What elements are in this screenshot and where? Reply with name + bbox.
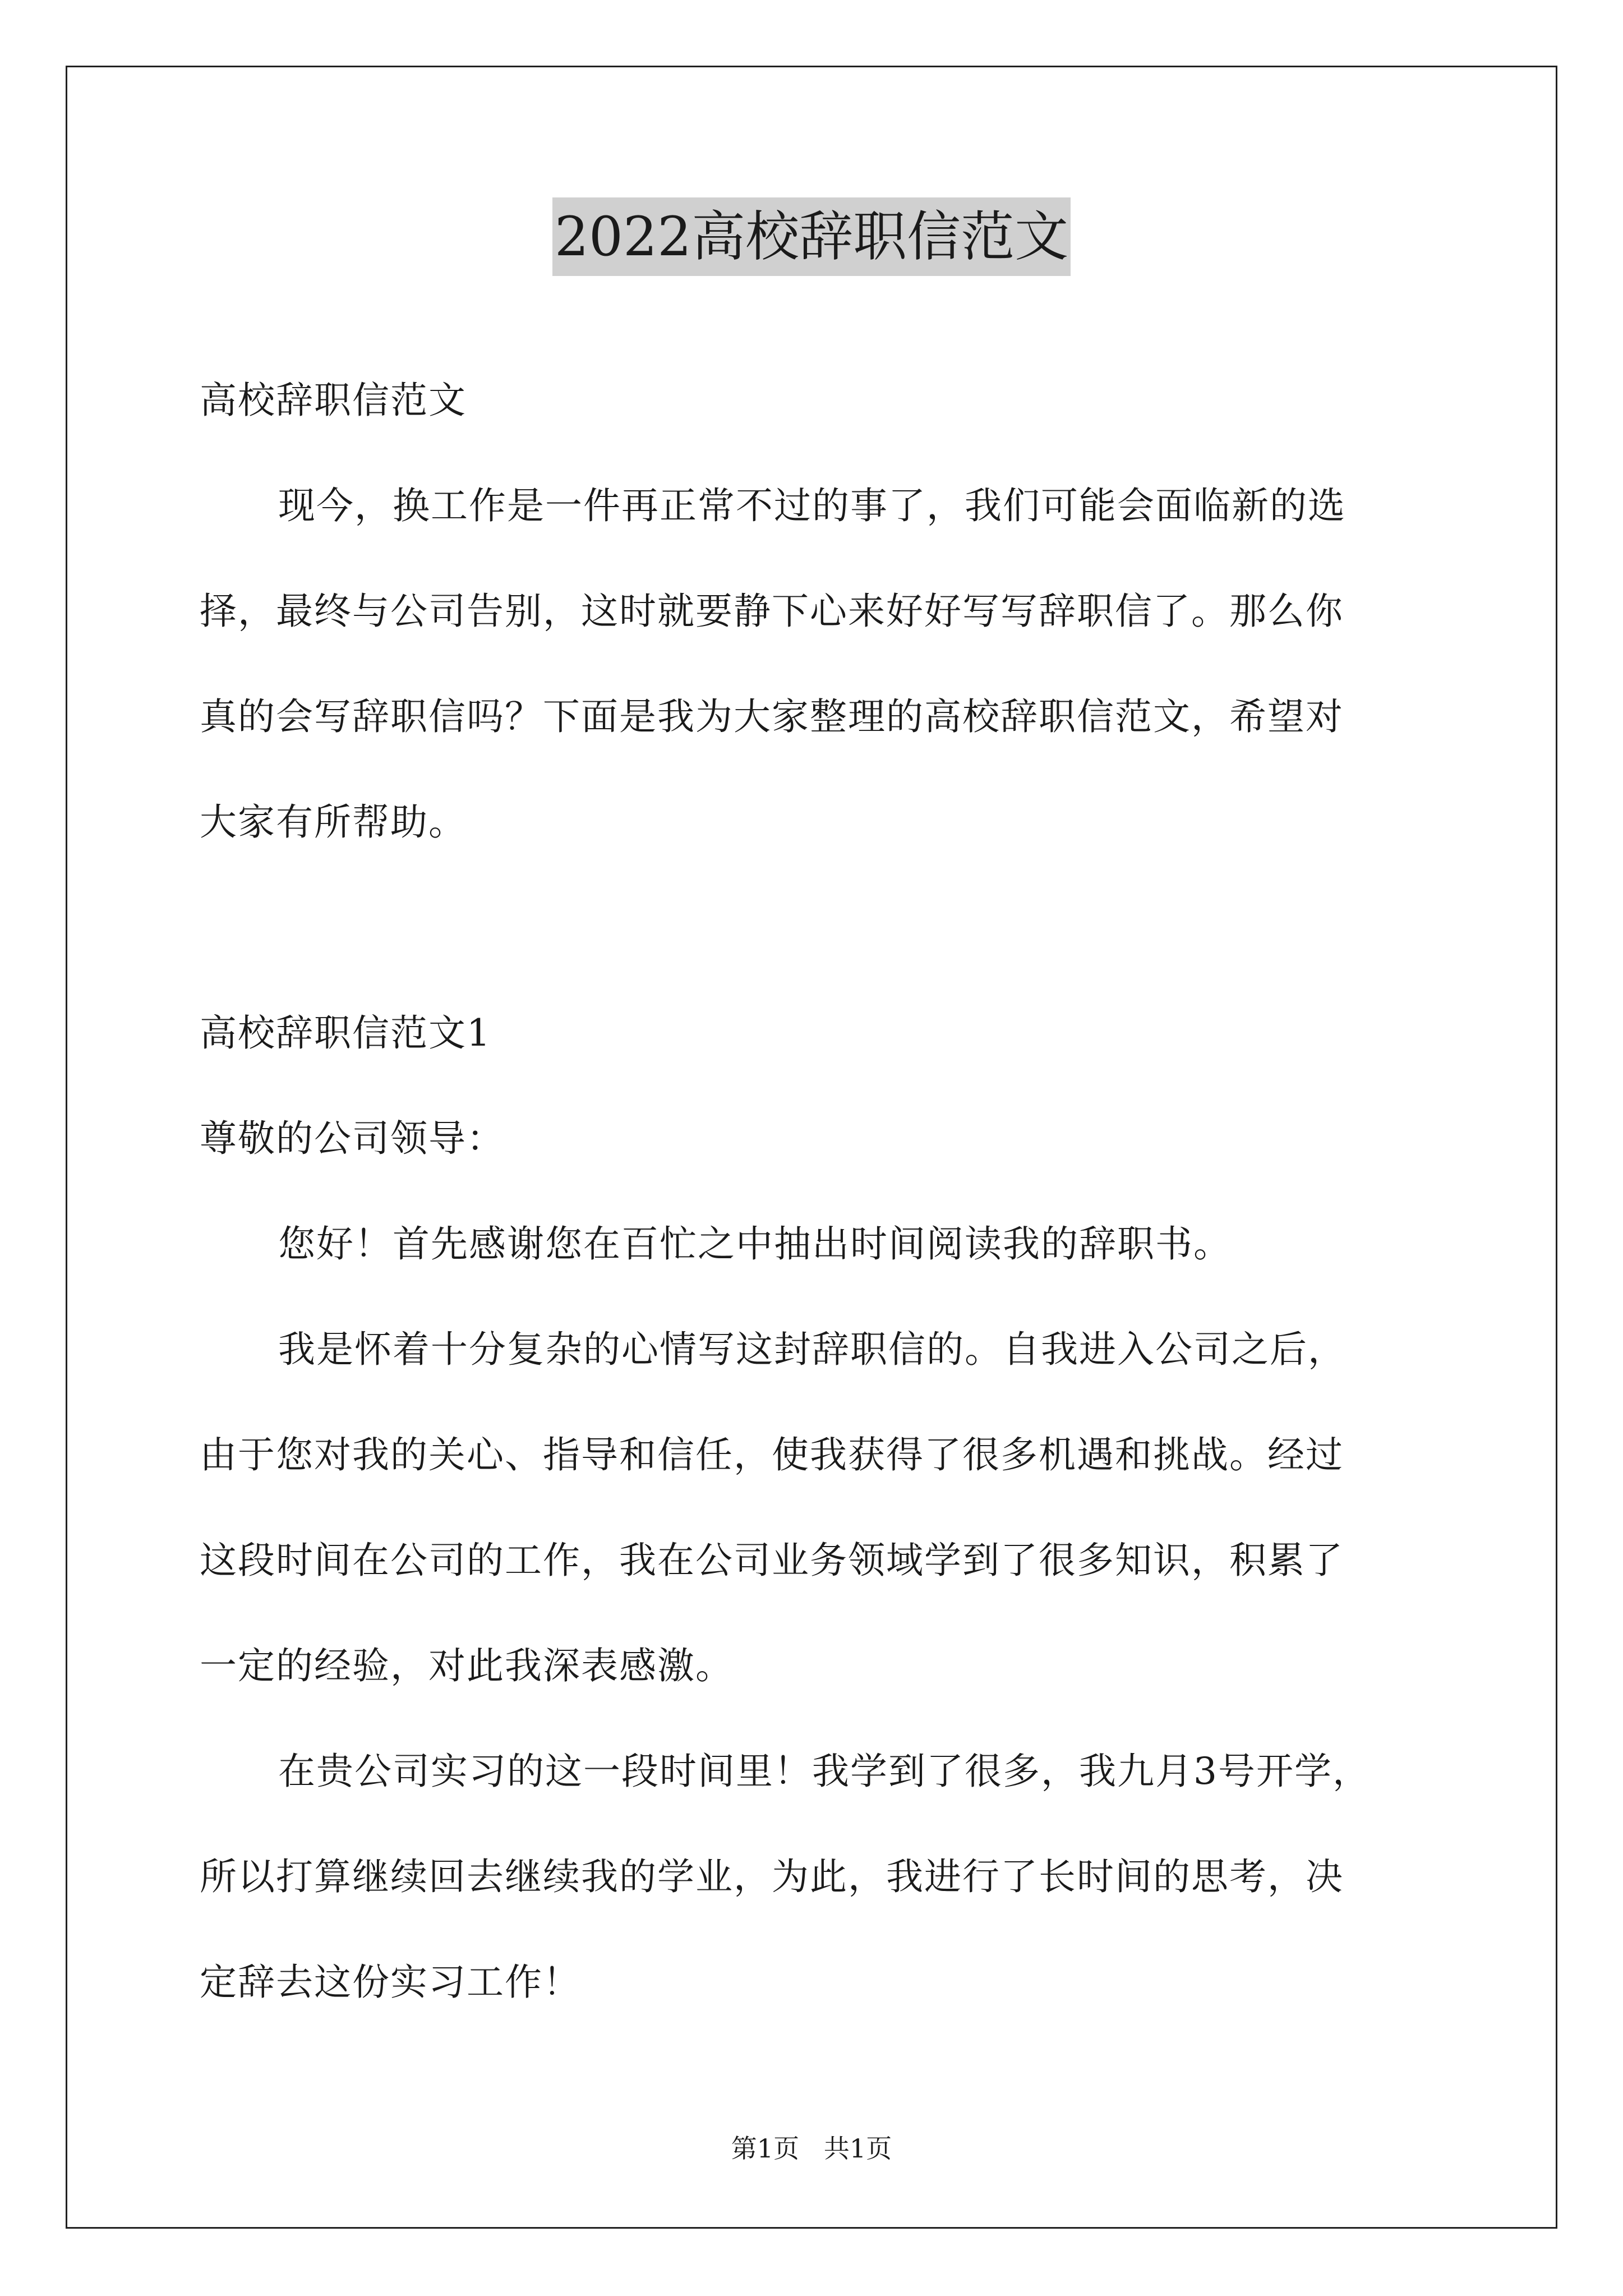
paragraph-line: 由于您对我的关心、指导和信任，使我获得了很多机遇和挑战。经过 <box>200 1433 1344 1476</box>
document-body <box>200 348 1433 2035</box>
section-heading: 高校辞职信范文1 <box>200 1011 491 1055</box>
paragraph-line: 择，最终与公司告别，这时就要静下心来好好写写辞职信了。那么你 <box>200 590 1344 633</box>
paragraph-line: 这段时间在公司的工作，我在公司业务领域学到了很多知识，积累了 <box>200 1539 1344 1582</box>
salutation: 尊敬的公司领导： <box>200 1117 505 1160</box>
paragraph-line: 在贵公司实习的这一段时间里！我学到了很多，我九月3号开学， <box>278 1750 1371 1793</box>
document-title: 2022高校辞职信范文 <box>552 197 1071 276</box>
paragraph-line: 定辞去这份实习工作！ <box>200 1961 581 2004</box>
blank-line <box>200 875 1433 981</box>
section-heading: 高校辞职信范文 <box>200 379 467 422</box>
paragraph-line: 所以打算继续回去继续我的学业，为此，我进行了长时间的思考，决 <box>200 1855 1344 1898</box>
paragraph-line: 您好！首先感谢您在百忙之中抽出时间阅读我的辞职书。 <box>278 1222 1232 1266</box>
paragraph-line: 现今，换工作是一件再正常不过的事了，我们可能会面临新的选 <box>278 484 1346 527</box>
paragraph-line: 真的会写辞职信吗？下面是我为大家整理的高校辞职信范文，希望对 <box>200 695 1344 738</box>
page-footer: 第1页 共1页 <box>731 2133 892 2164</box>
title-container <box>0 197 1623 276</box>
paragraph-line: 一定的经验，对此我深表感激。 <box>200 1644 734 1687</box>
paragraph-line: 大家有所帮助。 <box>200 800 467 844</box>
paragraph-line: 我是怀着十分复杂的心情写这封辞职信的。自我进入公司之后， <box>278 1328 1346 1371</box>
